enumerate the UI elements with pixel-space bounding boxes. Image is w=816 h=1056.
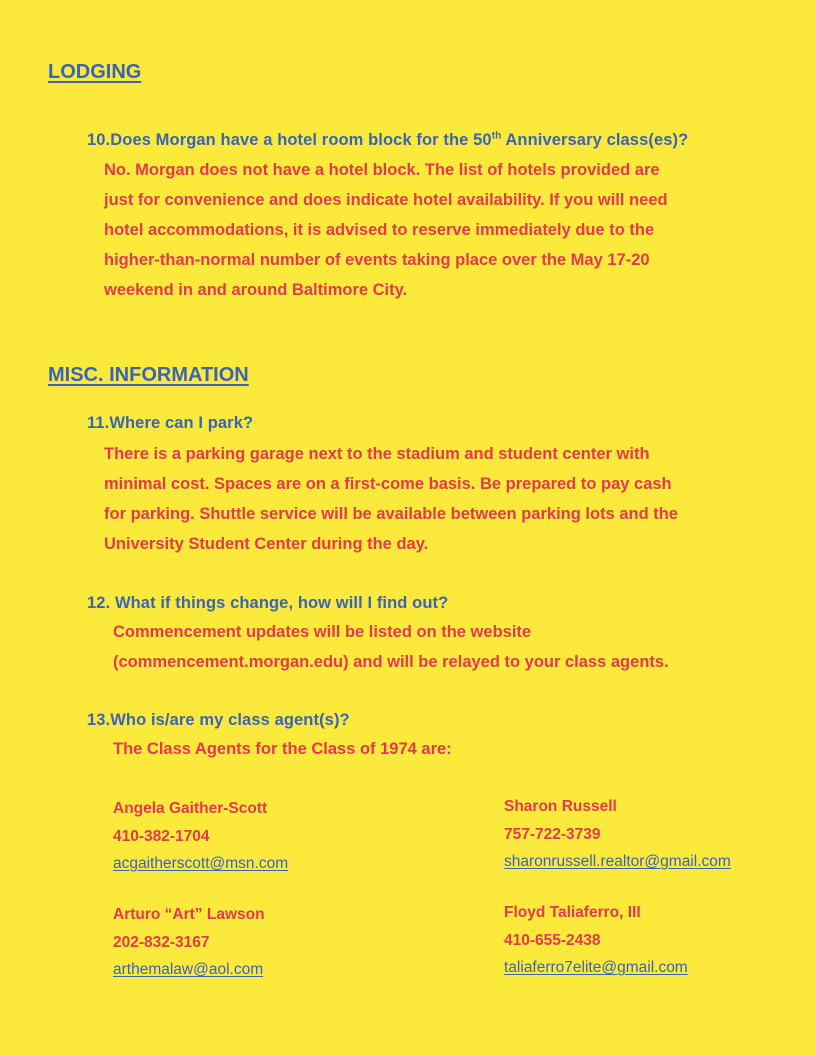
section-heading-misc: MISC. INFORMATION [48,364,249,386]
question-text: Who is/are my class agent(s)? [110,711,350,729]
answer-11 [104,439,678,559]
agent-name: Angela Gaither-Scott [113,800,268,817]
question-superscript: th [491,130,502,142]
question-number: 12. [87,594,111,612]
answer-line: There is a parking garage next to the stadium and student center with [104,445,650,463]
answer-line: University Student Center during the day. [104,535,429,553]
question-13 [87,711,350,730]
answer-line: weekend in and around Baltimore City. [104,281,408,299]
question-text: What if things change, how will I find out? [114,594,449,612]
agent-phone: 410-655-2438 [504,931,601,949]
answer-line: for parking. Shuttle service will be available between parking lots and the [104,505,678,523]
answer-10 [104,155,668,305]
question-text-end: Anniversary class(es)? [501,131,689,149]
question-number: 13. [87,711,111,729]
answer-line: hotel accommodations, it is advised to reserve immediately due to the [104,221,655,239]
agent-phone: 410-382-1704 [113,827,210,845]
question-10 [87,131,688,150]
agent-name: Floyd Taliaferro, III [504,904,641,921]
question-text-start: Does Morgan have a hotel room block for the 50 [110,131,492,149]
agent-card [504,899,688,982]
answer-13: The Class Agents for the Class of 1974 are: [113,740,452,758]
question-text: Where can I park? [109,414,254,432]
question-11 [87,414,253,433]
answer-line: Commencement updates will be listed on the website [113,623,532,641]
agent-email-link[interactable]: sharonrussell.realtor@gmail.com [504,853,731,870]
agent-email-link[interactable]: arthemalaw@aol.com [113,961,264,978]
agent-name: Arturo “Art” Lawson [113,906,265,923]
question-number: 10. [87,131,111,149]
agent-card [113,795,288,878]
question-12 [87,594,448,613]
agent-card [113,901,265,984]
answer-line: minimal cost. Spaces are on a first-come basis. Be prepared to pay cash [104,475,672,493]
question-number: 11. [87,414,110,432]
agent-email-link[interactable]: acgaitherscott@msn.com [113,855,289,872]
agent-phone: 202-832-3167 [113,933,210,951]
answer-line: (commencement.morgan.edu) and will be relayed to your class agents. [113,653,669,671]
agent-phone: 757-722-3739 [504,825,601,843]
answer-12 [113,617,669,677]
answer-line: just for convenience and does indicate hotel availability. If you will need [104,191,668,209]
answer-line: higher-than-normal number of events taking place over the May 17-20 [104,251,650,269]
agent-card [504,793,731,876]
agent-name: Sharon Russell [504,798,617,815]
section-heading-lodging: LODGING [48,61,142,83]
answer-line: No. Morgan does not have a hotel block. The list of hotels provided are [104,161,660,179]
agent-email-link[interactable]: taliaferro7elite@gmail.com [504,959,688,976]
